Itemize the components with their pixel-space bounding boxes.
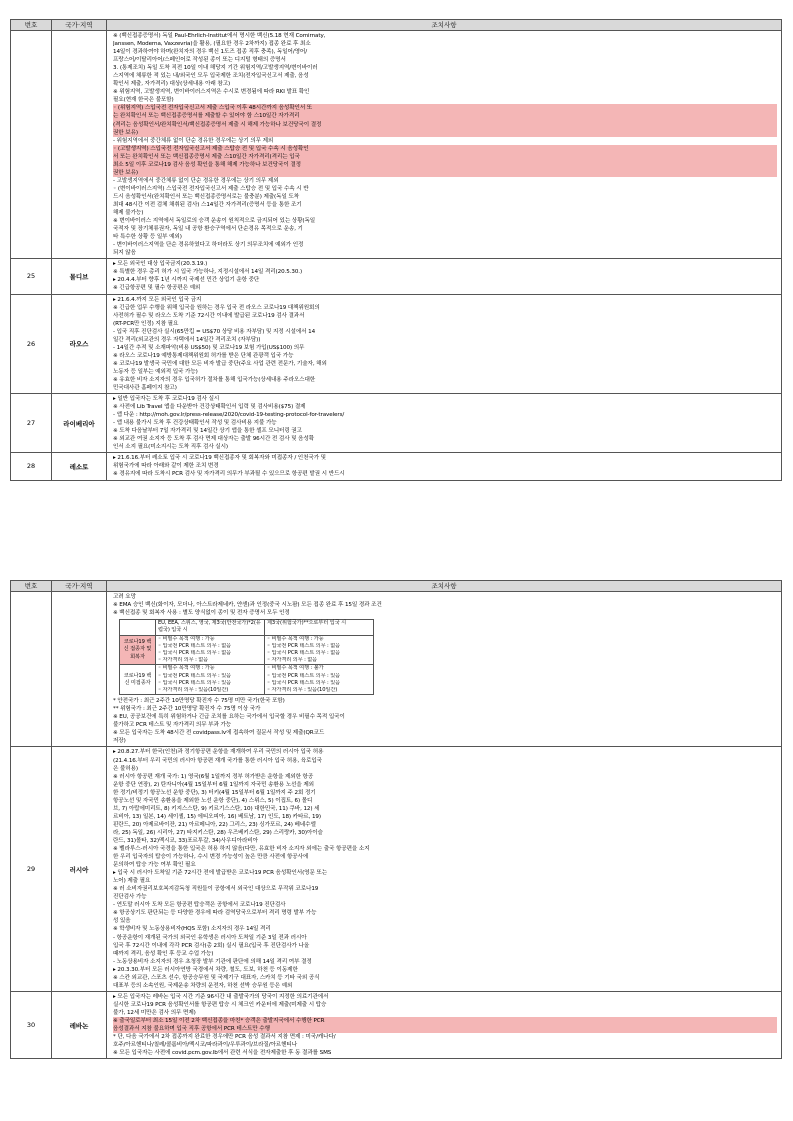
country-name: 라오스 <box>52 294 107 394</box>
row-number: 29 <box>11 747 52 991</box>
text-line: 3. (통제조치) 독일 도착 직전 10일 이내 해당지 기간 위험지역/고발생지역/변이바이러 <box>113 65 318 72</box>
text-line: * 안전국가 : 최근 2주간 10만명당 확진자 수 75명 미만 국가(한국 포함) <box>113 698 285 705</box>
text-line: 권한 보유) <box>113 169 777 177</box>
text-line: - 입국 직후 진단검사 실시(65만킵 = US$70 상당 비용 자부담) 및 지정 시설에서 14 <box>113 328 316 335</box>
text-line: 노동자 등 일부는 예외적 입국 가능) <box>113 368 198 375</box>
text-line: 사전허가 필수 및 라오스 도착 기준 72시간 이내에 발급된 코로나19 검사 결과서 <box>113 312 305 319</box>
text-line: ※ 스칸 외교관, 스포츠 선수, 항공승무원 및 국제기구 대표자, 스카치 등 기타 국외 공식 <box>113 974 320 981</box>
text-line: 저장) <box>113 738 126 745</box>
text-line: ** 위험국가 : 최근 2주간 10만명당 확진자 수 75명 이상 국가 <box>113 706 261 713</box>
header-measures: 조치사항 <box>107 20 782 31</box>
table-row <box>11 31 782 259</box>
text-line: ※ 벨라루스-러시아 국경을 통한 입국은 허용 하지 않음(다만, 유효한 비자 소지자 외에는 출국 항공편을 소지 <box>113 846 370 853</box>
row-number: 27 <box>11 394 52 453</box>
text-line: 라, 25) 독일, 26) 시리아, 27) 타지키스탄, 28) 우즈베키스탄, 29) 스리랑카, 30)아이슬 <box>113 829 323 836</box>
text-line: ※ 특별한 경우 총리 허가 시 입국 가능하나, 지정시설에서 14일 격리(20.5.30.) <box>113 269 303 276</box>
nonvaccinated-label: 코로나19 백신 미접종자 <box>120 665 156 695</box>
text-line: ※ 항공상기도 판단되는 등 다양한 경우에 따라 검역당국으로부터 격리 명령 발부 가능 <box>113 910 317 917</box>
row-number: 30 <box>11 991 52 1058</box>
text-line: ※ 도착 다음날부터 7일 자가격리 및 14일간 상기 앱을 통한 셀프 모니터링 권고 <box>113 428 302 435</box>
table-header <box>11 581 782 592</box>
text-line: 서 또는 완치확인서 또는 백신접종증명서 제출 스10일간 자가격리(격리는 입국 <box>113 153 777 161</box>
text-line: ※ 긴급한 업무 수행을 위해 입국을 원하는 경우 입국 전 라오스 코로나19 대책위원회의 <box>113 304 320 311</box>
text-line: - 노동상용비자 소지자의 경우 초청장 발부 기관에 판단에 의해 14일 격리 여부 결정 <box>113 958 312 965</box>
text-line: (격리는 음성확인서/완치확인서/백신접종증명서 제출 시 해제 가능하나 보건당국이 결정 <box>113 121 777 129</box>
text-line: 실시한 코로나19 PCR 음성확인서를 항공편 탑승 시 체크인 카운터에 제출(미제출 시 탑승 <box>113 1001 327 1008</box>
text-line: ◦ 입국시 PCR 테스트 의무 : 있음 <box>158 679 232 686</box>
text-line: 한 우리 입국자의 탑승이 가능하나, 수시 변경 가능성이 높은 만큼 사전에 항공사에 <box>113 854 309 861</box>
text-line: 운항 중단 연장), 2) 탄자니아(4월 15일부터 6월 1일까지 자국민 송환용 노선을 제외 <box>113 781 314 788</box>
text-line: 대표부 등의 소속인원, 국제운송 차량의 운전자, 하천 선박 승무원 등은 예외 <box>113 982 293 989</box>
row30-content <box>107 991 782 1058</box>
text-line: 르비아, 13) 일본, 14) 세이셸, 15) 에티오피아, 16) 베트남, 17) 인도, 18) 카타르, 19) <box>113 813 321 820</box>
text-line: ◦ 자가격리 의무 : 있음(10일간) <box>267 686 338 693</box>
text-line: ▸ 20.3.30.부터 모든 러시아연방 국경에서 차량, 철도, 도보, 하천 등 이동제한 <box>113 966 298 973</box>
text-line: ※ 러시아 항공편 재개 국가: 1) 영국(6월 1일까지 정부 허가받은 운항을 제외한 항공 <box>113 773 314 780</box>
text-line: ◦ 입국전 PCR 테스트 의무 : 있음 <box>267 672 341 679</box>
text-line: - 연도말 러시아 도착 모든 항공편 탑승객은 공항에서 코로나19 진단검사 <box>113 902 286 909</box>
text-line: Janssen, Moderna, Vaxzevria)을 활용, (필요한 경우 2차까지) 접종 완료 후 최소 <box>113 41 311 48</box>
table-row <box>11 294 782 394</box>
text-line: 타 특수한 상황 등 일부 예외) <box>113 234 182 241</box>
text-line: 드시 음성확인서(완치확인서 또는 백신접종증명서로는 불충분) 제출(독일 도착 <box>113 193 300 200</box>
text-line: 때까지 격리, 음성 확인 후 등교 수업 가능) <box>113 950 214 957</box>
text-line: ※ 학생비자 및 노동상용비자(HQS 포함) 소지자의 경우 14일 격리 <box>113 926 271 933</box>
text-line: ◦ 자가격리 의무 : 없음 <box>267 657 318 664</box>
text-line: 국적자 및 장기체류권자, 독일 내 공항 환승구역에서 단순경유 목적으로 운송, 기 <box>113 226 303 233</box>
table-row <box>11 991 782 1058</box>
text-line: ※ EMA 승인 백신(화이자, 모더나, 아스트라제네카, 얀센)과 인정(중국 시노팜) 모든 접종 완료 후 15일 경과 조건 <box>113 602 382 609</box>
text-line: ※ 출국일로부터 최소 15일 이전 2차 백신접종을 마친* 승객은 출발지국에서 수행한 PCR <box>113 1017 777 1025</box>
header-measures: 조치사항 <box>107 581 782 592</box>
row28-content <box>107 453 782 480</box>
text-line: 최대 48시간 이전 검체 채취된 검사) 스14일간 자가격리(증명서 등을 통한 조기 <box>113 201 302 208</box>
row26-content <box>107 294 782 394</box>
row-number: 28 <box>11 453 52 480</box>
table-row <box>11 394 782 453</box>
text-line: ※ EU, 공공보건에 특히 위험하거나 긴급 조치를 요하는 국가에서 입국할 경우 비필수 목적 입국이 <box>113 714 345 721</box>
text-line: - 앱 내용 불가시 도착 후 건강상태확인서 작성 및 검사비용 지불 가능 <box>113 420 277 427</box>
country-name: 레바논 <box>52 991 107 1058</box>
text-line: 인서 소지 필요(미소지시는 도착 직후 검사 실시) <box>113 444 229 451</box>
text-line: 고려 요망 <box>113 594 136 600</box>
text-line: - 변이바이러스지역을 단순 경유하였다고 하더라도 상기 의무조치에 예외가 인정 <box>113 242 304 249</box>
text-line: 프랑스어/이탈리아어/스페인어로 작성된 종이 또는 디지털 형태의 증명서 <box>113 57 286 64</box>
text-line: ※ 코로나19 발생국 국민에 대한 모든 비자 발급 중단(주요 사업 관련 전문가, 기술자, 해외 <box>113 360 327 367</box>
text-line: 항공노선 및 자국민 송환용을 제외한 노선 운항 중단), 4) 스위스, 5) 이집트, 6) 몰디 <box>113 797 313 804</box>
table-row <box>11 747 782 991</box>
text-line: ◦ 자가격리 의무 : 있음(10일간) <box>158 686 229 693</box>
nonvacc-left <box>156 665 265 695</box>
measures-table-2 <box>10 580 782 1059</box>
text-line: 불가, 12세 미만은 검사 의무 면제) <box>113 1009 196 1016</box>
row25-content <box>107 259 782 294</box>
text-line: ▸ 일반 입국자는 도착 후 코로나19 검사 실시 <box>113 396 220 403</box>
text-line: ◦ 입국전 PCR 테스트 의무 : 없음 <box>158 642 232 649</box>
text-line: ◦ 비필수 목적 여행 : 가능 <box>267 635 324 642</box>
text-line: 민국대사관 홈페이지 참고) <box>113 385 177 392</box>
country-name: 라이베리아 <box>52 394 107 453</box>
country-name: 몰디브 <box>52 259 107 294</box>
vaccination-rules-table <box>119 619 374 695</box>
text-line: 성 있음 <box>113 918 131 925</box>
text-line: 음성결과서 지참 불요하며 입국 직후 공항에서 PCR 테스트만 수행 <box>113 1025 777 1033</box>
text-line: ※ 외교관 여권 소지자 등 도착 후 검사 면제 대상자는 출발 96시간 전 검사 및 음성확 <box>113 436 315 443</box>
text-line: 진단검사 가능 <box>113 894 147 901</box>
text-line: ◦ (변이바이러스지역) 스입국전 전자입국신고서 제출 스탑승 전 및 입국 수속 시 반 <box>113 185 309 192</box>
text-line: ◦ 자가격리 의무 : 없음 <box>158 657 209 664</box>
text-line: 불가하고 PCR 테스트 및 자가격리 의무 부과 가능 <box>113 722 232 729</box>
text-line: ▸ 21.6.4.까지 모든 외국인 입국 금지 <box>113 296 202 303</box>
vacc-left <box>156 635 265 665</box>
text-line: ▸ 모든 외국인 대상 입국금지(20.3.19.) <box>113 261 208 268</box>
text-line: ▸ 입국 시 러시아 도착일 기준 72시간 전에 발급받은 코로나19 PCR 음성확인서(영문 또는 <box>113 870 328 877</box>
row29-content <box>107 747 782 991</box>
page-1 <box>10 19 782 481</box>
text-line: 란드, 31)몰타, 32)멕시코, 33)포르투갈, 34)사우디아라비아 <box>113 837 258 844</box>
text-line: - 앱 다운 : http://moh.gov.lr/press-release/2020/covid-19-testing-protocol-for-travelers/ <box>113 412 345 419</box>
text-line: (RT-PCR만 인정) 지참 필요 <box>113 320 179 327</box>
page-2 <box>10 580 782 1059</box>
header-country: 국가·지역 <box>52 20 107 31</box>
text-line: ※ 위험지역, 고발생지역, 변이바이러스지역은 수시로 변경됨에 따라 RKI 발표 확인 <box>113 89 310 96</box>
text-line: ▸ 모든 입국자는 레바논 입국 시간 기준 96시간 내 출발국가의 당국이 지정한 의료기관에서 <box>113 993 329 1000</box>
text-line: 해제 불가능) <box>113 210 144 217</box>
header-country: 국가·지역 <box>52 581 107 592</box>
text-line: 스지역에 체류한 적 있는 내/외국인 모두 입국제한 조치(전자입국신고서 제출, 음성 <box>113 73 309 80</box>
text-line: - 항공운항이 재개된 국가의 외국인 유학생은 러시아 도착일 기준 3일 전과 러시아 <box>113 934 307 941</box>
text-line: ◦ (위험지역) 스입국전 전자입국신고서 제출 스입국 이후 48시간까지 음성확인서 또 <box>113 104 777 112</box>
header-no: 번호 <box>11 581 52 592</box>
country-name: 레소토 <box>52 453 107 480</box>
text-line: ◦ 입국전 PCR 테스트 의무 : 없음 <box>267 642 341 649</box>
header-no: 번호 <box>11 20 52 31</box>
text-line: ◦ 입국시 PCR 테스트 의무 : 없음 <box>267 649 341 656</box>
text-line: ※ 백신접종 및 회복자 사용 : 별도 양식없이 종이 및 전자 증명서 모두 인정 <box>113 610 290 617</box>
text-line: ◦ 비필수 목적 여행 : 가능 <box>158 665 215 672</box>
row-number: 25 <box>11 259 52 294</box>
text-line: ※ 긴급항공편 및 필수 항공편은 예외 <box>113 285 201 292</box>
text-line: 일간 격리(외교관의 경우 자택에서 14일간 격리조치 (자부담)) <box>113 336 261 343</box>
text-line: 14일이 경과하여야 하며(완치자의 경우 백신 1도즈 접종 직후 충족), 독일어/영어/ <box>113 49 307 56</box>
text-line: ◦ 입국전 PCR 테스트 의무 : 있음 <box>158 672 232 679</box>
latvia-continued-content <box>107 592 782 747</box>
text-line: 문의하여 탑승 가능 여부 확인 필요 <box>113 862 196 869</box>
table-row <box>11 453 782 480</box>
table-header <box>11 20 782 31</box>
text-line: ※ (백신접종증명서) 독일 Paul-Ehrlich-Institut에서 명시한 백신(5.18 현재 Comirnaty, <box>113 33 326 39</box>
text-line: 확인서 제출, 자가격리) 대상(상세내용 아래 참고) <box>113 81 231 88</box>
text-line: 브, 7) 아랍에미리트, 8) 키지스스탄, 9) 키르기스스탄, 10) 대한민국, 11) 쿠바, 12) 세 <box>113 805 320 812</box>
text-line: 노어) 제출 필요 <box>113 878 151 885</box>
text-line: 권한 보유) <box>113 129 777 137</box>
text-line: ※ 사전에 Lib Travel 앱을 다운받아 건강상태확인서 입력 및 검사비용($75) 결제 <box>113 404 306 411</box>
text-line: 되지 않음 <box>113 250 136 257</box>
text-line: 위험국가에 따라 아래와 같이 제한 조치 변경 <box>113 463 219 470</box>
text-line: 은 불허용) <box>113 765 138 772</box>
text-line: 필요(현재 한국은 불포함) <box>113 97 174 104</box>
text-line: ▸ 21.6.16.부터 레소토 입국 시 코로나19 백신접종자 및 회복자와 미접종자 / 인천국가 및 <box>113 455 326 462</box>
text-line: - 14일간 추적 및 소재파악(비용 US$50) 및 코로나19 보험 가입(US$100) 의무 <box>113 344 305 351</box>
text-line: - 고발생지역에서 중간체류 없이 단순 경유한 경우에는 상기 의무 제외 <box>113 177 279 184</box>
text-line: ▸ 20.4.4.부터 향후 1년 시까지 국제선 민간 상업기 운항 중단 <box>113 277 260 284</box>
row24-content <box>107 31 782 259</box>
text-line: ※ 라오스 코로나19 예방통제대책위원회 허가를 받은 단체 관광객 입국 가능 <box>113 352 294 359</box>
text-line: ▸ 20.8.27.부터 한국(인천)과 정기항공편 운항을 재개하여 우리 국민의 러시아 입국 허용 <box>113 749 324 756</box>
text-line: 호주/아르헨티나/칠레/콜롬비아/멕시코/파라과이/우루과이/브라질/아르헨티나 <box>113 1042 297 1049</box>
vacc-right <box>265 635 374 665</box>
text-line: ※ 변이바이러스 지역에서 독일로의 승객 운송이 원칙적으로 금지되어 있는 상황(독일 <box>113 218 316 225</box>
country-name: 러시아 <box>52 747 107 991</box>
text-line: ※ 모든 입국자는 사전에 covid.pcm.gov.lb에서 관련 서식을 전자제출한 후 동 결과를 SMS <box>113 1050 332 1057</box>
text-line: ※ 러 소비자권리보호복지감독청 직원들이 공항에서 외국인 대상으로 무작위 코로나19 <box>113 886 319 893</box>
table-row <box>11 259 782 294</box>
text-line: * 단, 다음 국가에서 2차 접종까지 완료한 경우에만 PCR 음성 결과서 지참 면제 : 미국/캐나다/ <box>113 1034 336 1041</box>
text-line: ◦ (고발생지역) 스입국전 전자입국신고서 제출 스탑승 전 및 입국 수속 시 음성확인 <box>113 145 777 153</box>
text-line: ◦ 비필수 목적 여행 : 가능 <box>158 635 215 642</box>
row-number: 26 <box>11 294 52 394</box>
text-line: 입국 후 72시간 이내에 각각 PCR 검사(총 2회) 실시 필요(입국 후 진단검사가 나올 <box>113 942 310 949</box>
text-line: 핀란드, 20) 아제르바이잔, 21) 아르메니아, 22) 그리스, 23) 싱가포르, 24) 베네수엘 <box>113 821 316 828</box>
row27-content <box>107 394 782 453</box>
nonvacc-right <box>265 665 374 695</box>
text-line: ◦ 입국시 PCR 테스트 의무 : 있음 <box>267 679 341 686</box>
vaccinated-label: 코로나19 백신 접종자 및 회복자 <box>120 635 156 665</box>
text-line: ◦ 비필수 목적 여행 : 불가 <box>267 665 324 672</box>
inner-head-left: EU, EEA, 스위스, 영국, 제3국(안전국가)*2(유럽국) 입국 시 <box>156 620 265 635</box>
table-row <box>11 592 782 747</box>
inner-head-right: 제3국(위험국가)**으로부터 입국 시 <box>265 620 374 635</box>
measures-table-1 <box>10 19 782 481</box>
text-line: 최소 5일 이후 코로나19 검사 음성 확인을 통해 해제 가능하나 보건당국이 결정 <box>113 161 777 169</box>
text-line: ◦ 입국시 PCR 테스트 의무 : 없음 <box>158 649 232 656</box>
text-line: ※ 경유지에 따라 도착시 PCR 검사 및 자가격리 의무가 부과될 수 있으므로 항공편 발권 시 반드시 <box>113 471 345 478</box>
text-line: 한 정기/비정기 항공노선 운항 중단), 3) 터키(4월 15일부터 6월 1일까지 주 2회 정기 <box>113 789 316 796</box>
text-line: ※ 유효한 비자 소지자의 경우 입국허가 절차를 통해 입국가능(상세내용 주라오스대한 <box>113 376 316 383</box>
text-line: (21.4.16.부터 우리 국민의 러시아 항공편 재개 국가를 통한 러시아 입국 허용, 육로입국 <box>113 757 322 764</box>
text-line: ※ 모든 입국자는 도착 48시간 전 covidpass.lv에 접속하여 질문서 작성 및 제출(QR코드 <box>113 730 325 737</box>
text-line: 는 완치확인서 또는 백신접종증명서를 제출할 수 있어야 함 스10일간 자가격리 <box>113 112 777 120</box>
text-line: - 위험지역에서 중간체류 없이 단순 경유한 경우에는 상기 의무 제외 <box>113 137 274 144</box>
